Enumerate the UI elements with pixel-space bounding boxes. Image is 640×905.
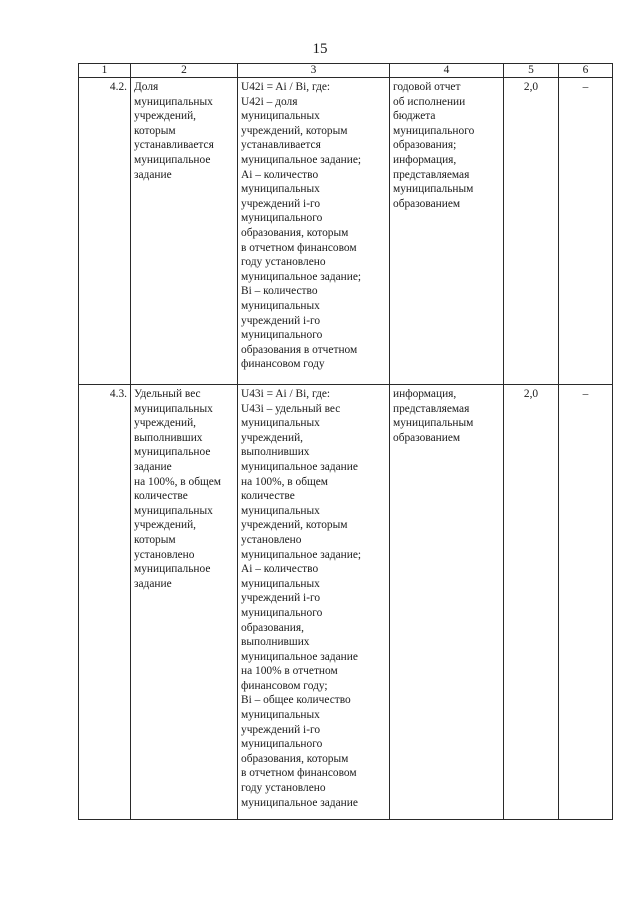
text-line: году установлено xyxy=(241,782,326,795)
text-line: муниципальное задание xyxy=(241,460,358,473)
text-line: учреждений, xyxy=(134,519,197,532)
formula-cell xyxy=(238,78,390,385)
text-line: на 100%, в общем xyxy=(241,475,329,488)
text-line: выполнивших xyxy=(134,431,203,444)
page-number: 15 xyxy=(312,41,328,57)
text-line: муниципального xyxy=(241,606,323,619)
text-line: образования, которым xyxy=(241,752,349,765)
text-line: образования; xyxy=(393,139,457,152)
text-line: количестве xyxy=(241,490,295,503)
text-line: муниципальных xyxy=(241,417,320,430)
indicator-name-cell xyxy=(131,78,238,385)
text-line: Bi – общее количество xyxy=(241,694,351,707)
text-line: муниципальных xyxy=(241,504,320,517)
text-line: учреждений i-го xyxy=(241,314,321,327)
text-line: на 100%, в общем xyxy=(134,475,222,488)
text-line: образованием xyxy=(393,197,461,210)
text-line: Ai – количество xyxy=(241,563,319,576)
text-line: Удельный вес xyxy=(134,388,201,400)
text-line: информация, xyxy=(393,153,457,166)
note-cell: – xyxy=(559,385,613,820)
text-line: U42i – доля xyxy=(241,95,298,108)
text-line: муниципальное задание; xyxy=(241,548,362,561)
text-line: задание xyxy=(134,460,172,473)
text-line: финансовом году; xyxy=(241,679,328,692)
data-source-cell xyxy=(390,385,504,820)
text-line: учреждений, xyxy=(134,110,197,123)
text-line: U43i – удельный вес xyxy=(241,402,341,415)
text-line: учреждений, xyxy=(241,431,304,444)
note-cell: – xyxy=(559,78,613,385)
text-line: которым xyxy=(134,533,176,546)
text-line: образования, xyxy=(241,621,304,634)
text-line: муниципальное xyxy=(134,153,211,166)
text-line: муниципальных xyxy=(134,95,213,108)
text-line: муниципальных xyxy=(241,577,320,590)
text-line: муниципальное задание; xyxy=(241,153,362,166)
text-line: установлено xyxy=(241,533,302,546)
text-line: муниципального xyxy=(241,329,323,342)
text-line: Ai – количество xyxy=(241,168,319,181)
formula-cell xyxy=(238,385,390,820)
text-line: об исполнении xyxy=(393,95,466,108)
text-line: представляемая xyxy=(393,402,470,415)
text-line: U42i = Ai / Bi, где: xyxy=(241,81,331,93)
header-cell: 2 xyxy=(131,64,238,78)
text-line: учреждений, xyxy=(134,417,197,430)
text-line: учреждений i-го xyxy=(241,592,321,605)
text-line: муниципальное xyxy=(134,446,211,459)
data-source-cell xyxy=(390,78,504,385)
text-line: Bi – количество xyxy=(241,285,318,298)
text-line: количестве xyxy=(134,490,188,503)
indicator-table xyxy=(78,63,613,820)
text-line: муниципального xyxy=(241,738,323,751)
table-header-row xyxy=(79,64,613,78)
text-line: муниципальных xyxy=(241,709,320,722)
text-line: годовой отчет xyxy=(393,81,461,93)
text-line: муниципального xyxy=(393,124,475,137)
header-cell: 5 xyxy=(504,64,559,78)
text-line: муниципальное задание xyxy=(241,796,358,809)
text-line: финансовом году xyxy=(241,358,325,371)
text-line: муниципальных xyxy=(134,402,213,415)
text-line: устанавливается xyxy=(134,139,214,152)
text-line: образования, которым xyxy=(241,226,349,239)
header-cell: 1 xyxy=(79,64,131,78)
text-line: на 100% в отчетном xyxy=(241,665,338,678)
text-line: муниципальное задание xyxy=(241,650,358,663)
text-line: году установлено xyxy=(241,256,326,269)
weight-cell: 2,0 xyxy=(504,78,559,385)
weight-cell: 2,0 xyxy=(504,385,559,820)
text-line: выполнивших xyxy=(241,636,310,649)
text-line: установлено xyxy=(134,548,195,561)
indicator-name-cell xyxy=(131,385,238,820)
text-line: муниципальных xyxy=(241,299,320,312)
text-line: муниципальное задание; xyxy=(241,270,362,283)
text-line: образования в отчетном xyxy=(241,343,358,356)
text-line: муниципального xyxy=(241,212,323,225)
text-line: задание xyxy=(134,577,172,590)
text-line: выполнивших xyxy=(241,446,310,459)
text-line: в отчетном финансовом xyxy=(241,241,357,254)
text-line: U43i = Ai / Bi, где: xyxy=(241,388,331,400)
text-line: муниципальным xyxy=(393,183,474,196)
text-line: образованием xyxy=(393,431,461,444)
row-number: 4.3. xyxy=(79,385,131,820)
text-line: учреждений, которым xyxy=(241,519,348,532)
text-line: муниципальным xyxy=(393,417,474,430)
text-line: муниципальных xyxy=(241,110,320,123)
table-row xyxy=(79,385,613,820)
text-line: которым xyxy=(134,124,176,137)
text-line: муниципальное xyxy=(134,563,211,576)
text-line: бюджета xyxy=(393,110,436,123)
text-line: задание xyxy=(134,168,172,181)
header-cell: 3 xyxy=(238,64,390,78)
text-line: муниципальных xyxy=(241,183,320,196)
header-cell: 4 xyxy=(390,64,504,78)
table-row xyxy=(79,78,613,385)
text-line: Доля xyxy=(134,81,159,93)
text-line: представляемая xyxy=(393,168,470,181)
text-line: в отчетном финансовом xyxy=(241,767,357,780)
text-line: устанавливается xyxy=(241,139,321,152)
text-line: учреждений, которым xyxy=(241,124,348,137)
row-number: 4.2. xyxy=(79,78,131,385)
text-line: муниципальных xyxy=(134,504,213,517)
text-line: учреждений i-го xyxy=(241,723,321,736)
text-line: информация, xyxy=(393,388,457,400)
header-cell: 6 xyxy=(559,64,613,78)
text-line: учреждений i-го xyxy=(241,197,321,210)
